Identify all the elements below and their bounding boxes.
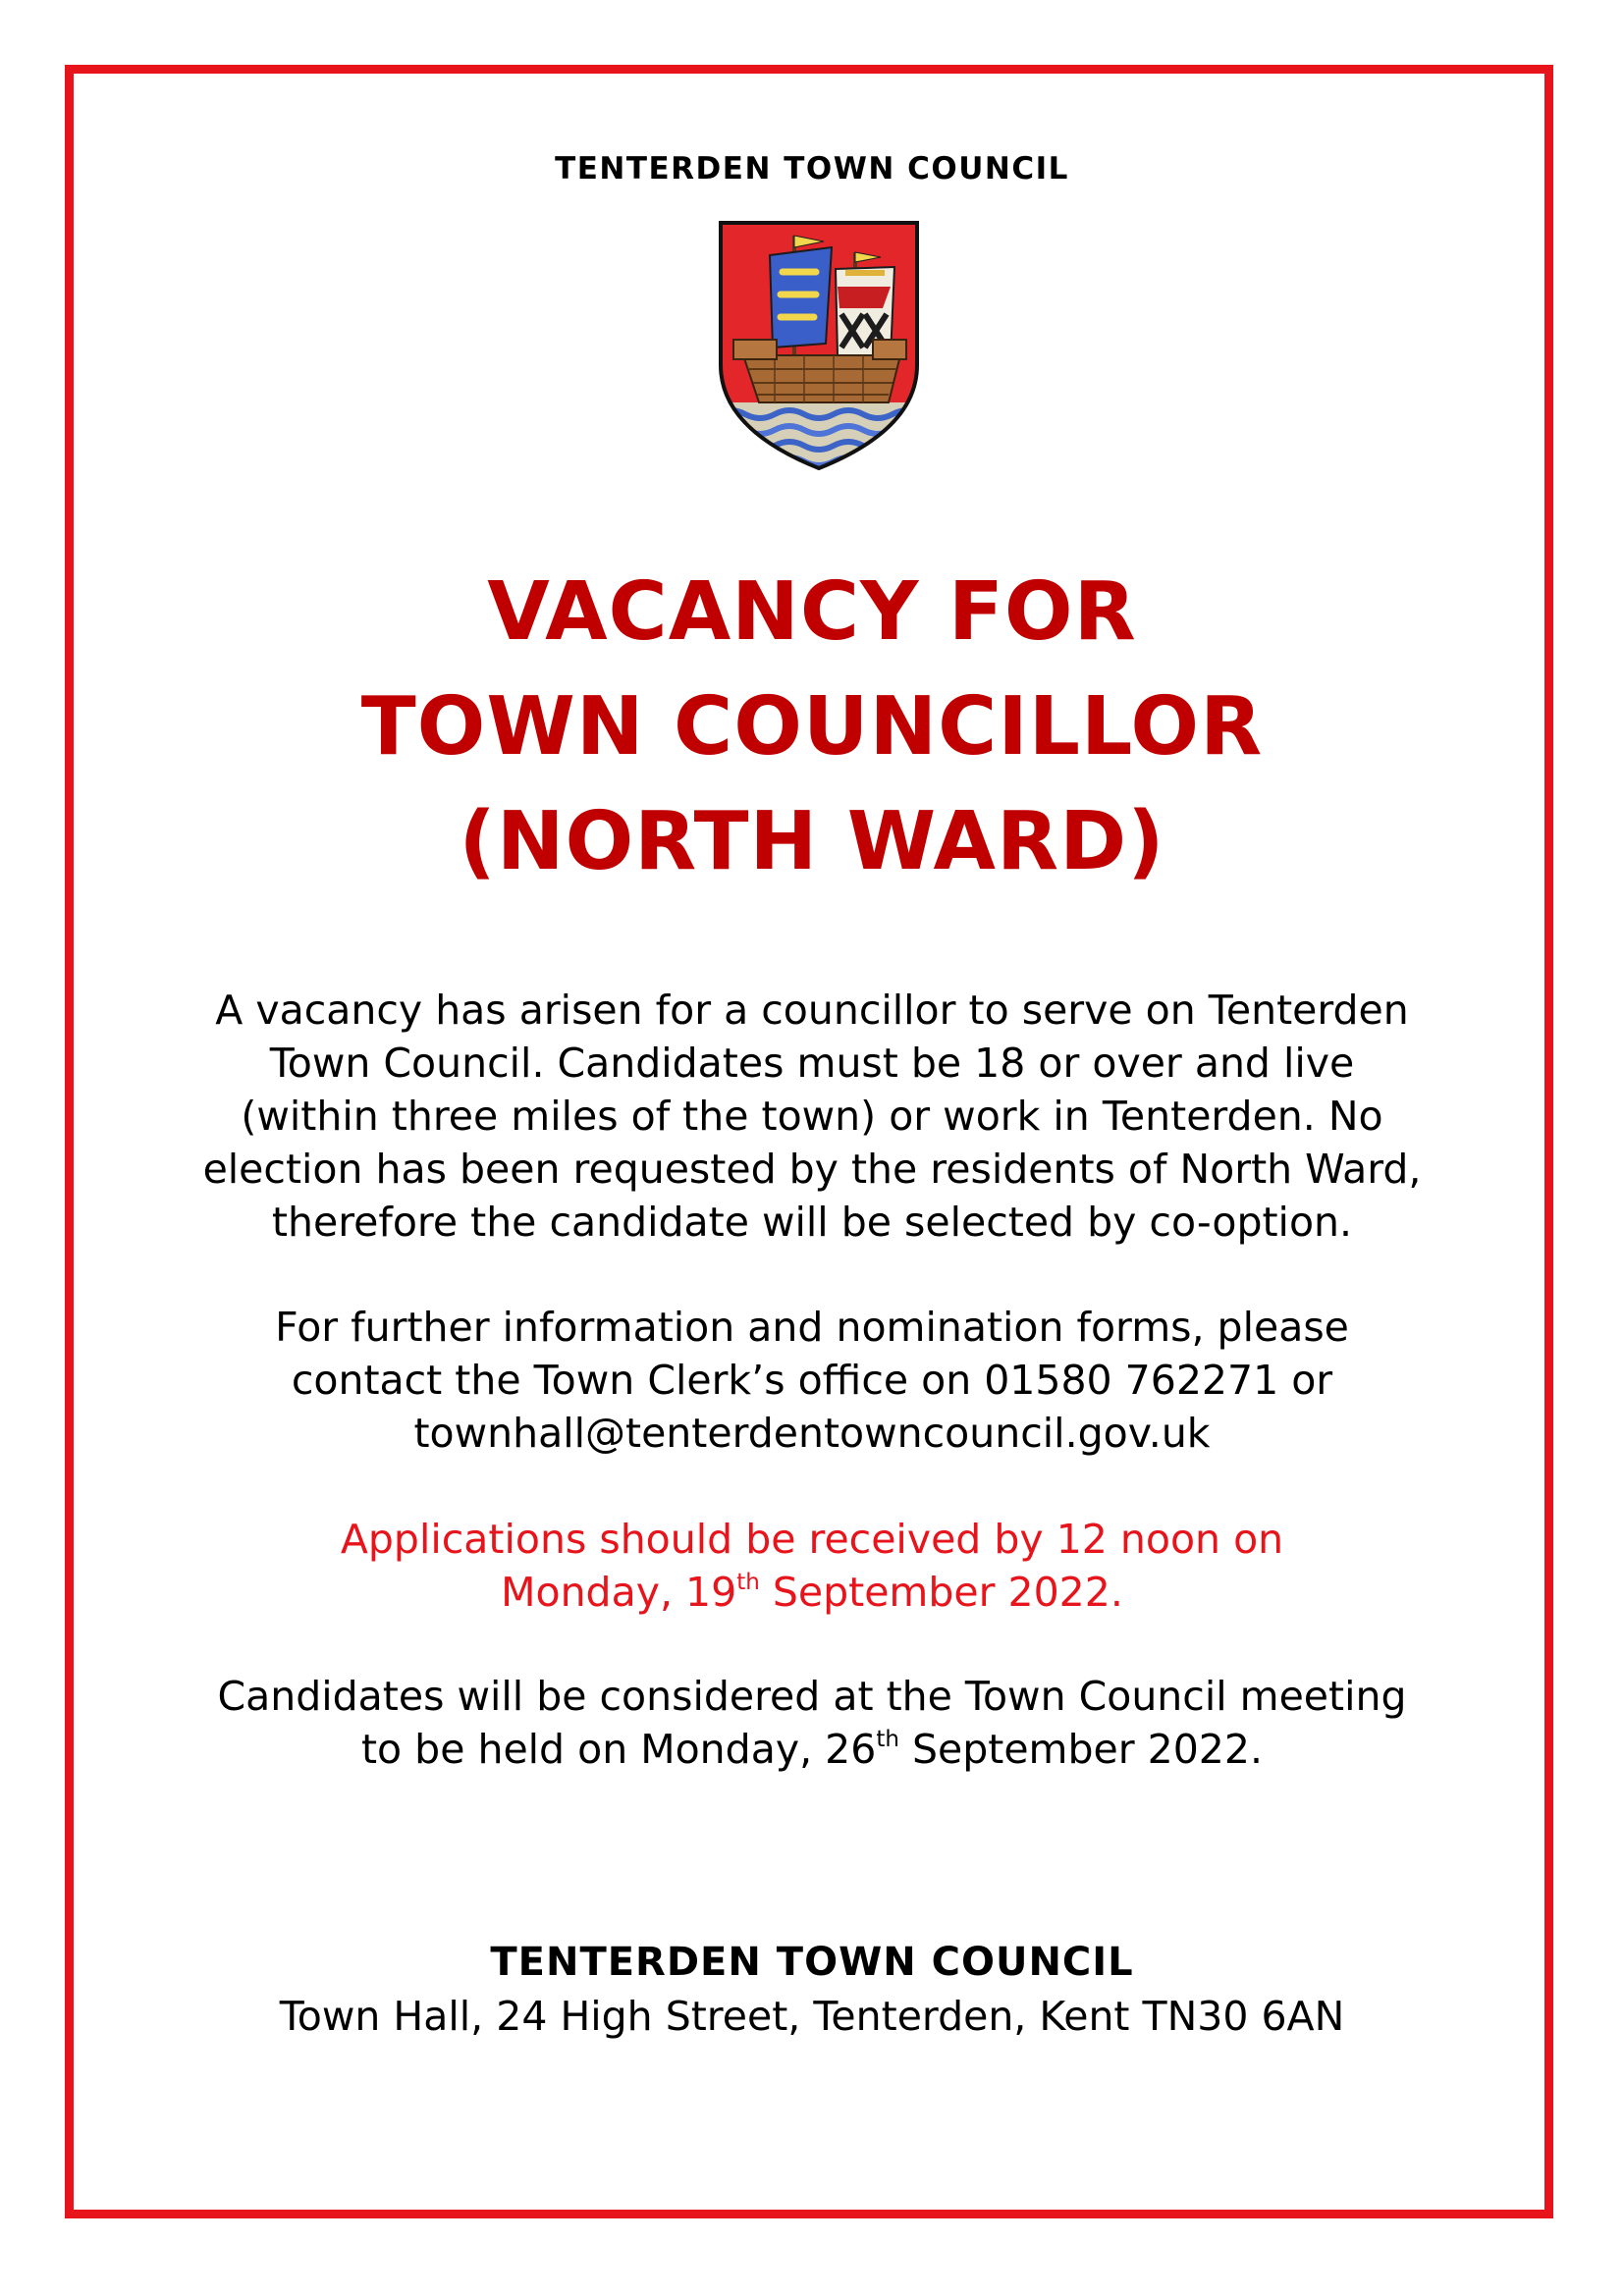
footer-address: Town Hall, 24 High Street, Tenterden, Kent TN30 6AN [279, 1993, 1345, 2040]
contact-info [0, 1301, 1624, 1460]
deadline-date-text: September 2022. [759, 1569, 1123, 1616]
contact-line: For further information and nomination forms, please [275, 1304, 1349, 1351]
meeting-line: Candidates will be considered at the Town Council meeting [217, 1673, 1407, 1720]
footer-council-name: TENTERDEN TOWN COUNCIL [490, 1940, 1134, 1985]
ordinal-suffix: th [876, 1727, 899, 1752]
coat-of-arms-icon [716, 218, 922, 473]
vacancy-description [0, 984, 1624, 1249]
description-line: therefore the candidate will be selected by co-option. [271, 1199, 1353, 1246]
description-line: (within three miles of the town) or work in Tenterden. No [241, 1093, 1383, 1140]
application-deadline [0, 1513, 1624, 1619]
council-header: TENTERDEN TOWN COUNCIL [555, 151, 1069, 187]
deadline-line: Applications should be received by 12 noon on [340, 1516, 1284, 1563]
headline-line: VACANCY FOR [487, 565, 1137, 659]
description-line: A vacancy has arisen for a councillor to serve on Tenterden [215, 987, 1409, 1034]
contact-line: contact the Town Clerk’s office on 01580 762271 or [291, 1357, 1333, 1404]
description-line: Town Council. Candidates must be 18 or over and live [269, 1040, 1355, 1087]
contact-email: townhall@tenterdentowncouncil.gov.uk [413, 1410, 1211, 1457]
ordinal-suffix: th [736, 1570, 760, 1595]
headline-line: TOWN COUNCILLOR [360, 680, 1264, 774]
headline-line: (NORTH WARD) [459, 795, 1165, 888]
meeting-date-text: September 2022. [898, 1726, 1263, 1773]
description-line: election has been requested by the residents of North Ward, [202, 1146, 1422, 1193]
meeting-date-line [0, 1723, 1624, 1776]
deadline-date-text: Monday, 19 [501, 1569, 737, 1616]
meeting-info [0, 1670, 1624, 1776]
meeting-date-text: to be held on Monday, 26 [360, 1726, 877, 1773]
deadline-date-line [0, 1566, 1624, 1619]
vacancy-headline [0, 555, 1624, 899]
